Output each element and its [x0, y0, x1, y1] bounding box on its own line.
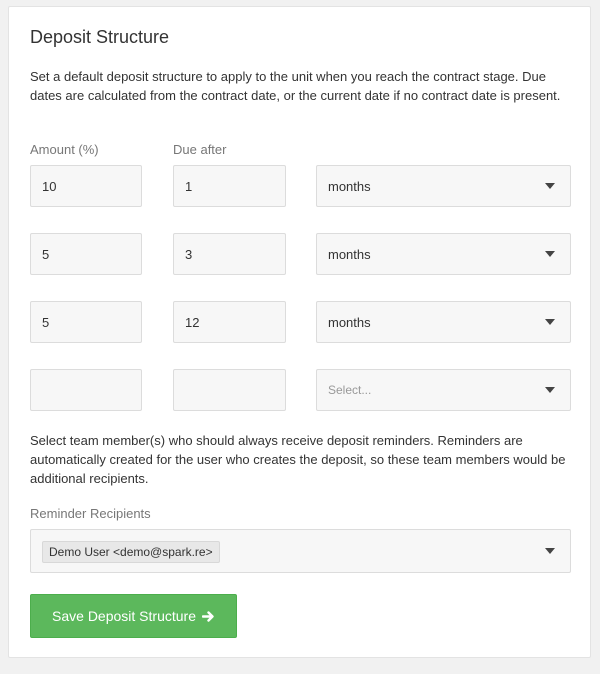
reminder-recipients-label: Reminder Recipients — [30, 506, 151, 521]
amount-column-label: Amount (%) — [30, 142, 99, 157]
amount-value: 5 — [42, 246, 50, 262]
due-column-label: Due after — [173, 142, 227, 157]
due-input-row-4[interactable] — [173, 369, 286, 411]
save-button-label: Save Deposit Structure — [52, 608, 196, 624]
chevron-down-icon — [545, 319, 555, 325]
due-unit-select-row-4[interactable] — [316, 369, 571, 411]
amount-input-row-1[interactable] — [30, 165, 142, 207]
panel-description: Set a default deposit structure to apply to the unit when you reach the contract stage. Due dates are calculated from the contract date, or the current date if no contract date is present. — [30, 69, 561, 103]
panel-title: Deposit Structure — [30, 27, 170, 47]
save-deposit-structure-button[interactable] — [30, 594, 237, 638]
due-unit-value: months — [328, 246, 371, 262]
chevron-down-icon — [545, 548, 555, 554]
reminder-recipients-select[interactable] — [30, 529, 571, 573]
due-unit-select-row-1[interactable] — [316, 165, 571, 207]
amount-input-row-2[interactable] — [30, 233, 142, 275]
due-value: 3 — [185, 246, 193, 262]
chevron-down-icon — [545, 251, 555, 257]
due-unit-select-row-3[interactable] — [316, 301, 571, 343]
reminders-description: Select team member(s) who should always receive deposit reminders. Reminders are automatically created for the user who creates the deposit, so these team members would be additional recipients. — [30, 433, 566, 486]
amount-value: 10 — [42, 178, 57, 194]
amount-input-row-3[interactable] — [30, 301, 142, 343]
due-value: 1 — [185, 178, 193, 194]
due-unit-value: months — [328, 314, 371, 330]
arrow-right-icon — [202, 610, 215, 623]
recipient-tag[interactable]: Demo User <demo@spark.re> — [42, 541, 220, 563]
due-input-row-2[interactable] — [173, 233, 286, 275]
due-input-row-3[interactable] — [173, 301, 286, 343]
due-input-row-1[interactable] — [173, 165, 286, 207]
due-unit-placeholder: Select... — [328, 383, 372, 397]
deposit-structure-panel — [8, 6, 591, 658]
due-unit-value: months — [328, 178, 371, 194]
amount-input-row-4[interactable] — [30, 369, 142, 411]
chevron-down-icon — [545, 387, 555, 393]
due-unit-select-row-2[interactable] — [316, 233, 571, 275]
amount-value: 5 — [42, 314, 50, 330]
chevron-down-icon — [545, 183, 555, 189]
due-value: 12 — [185, 314, 200, 330]
